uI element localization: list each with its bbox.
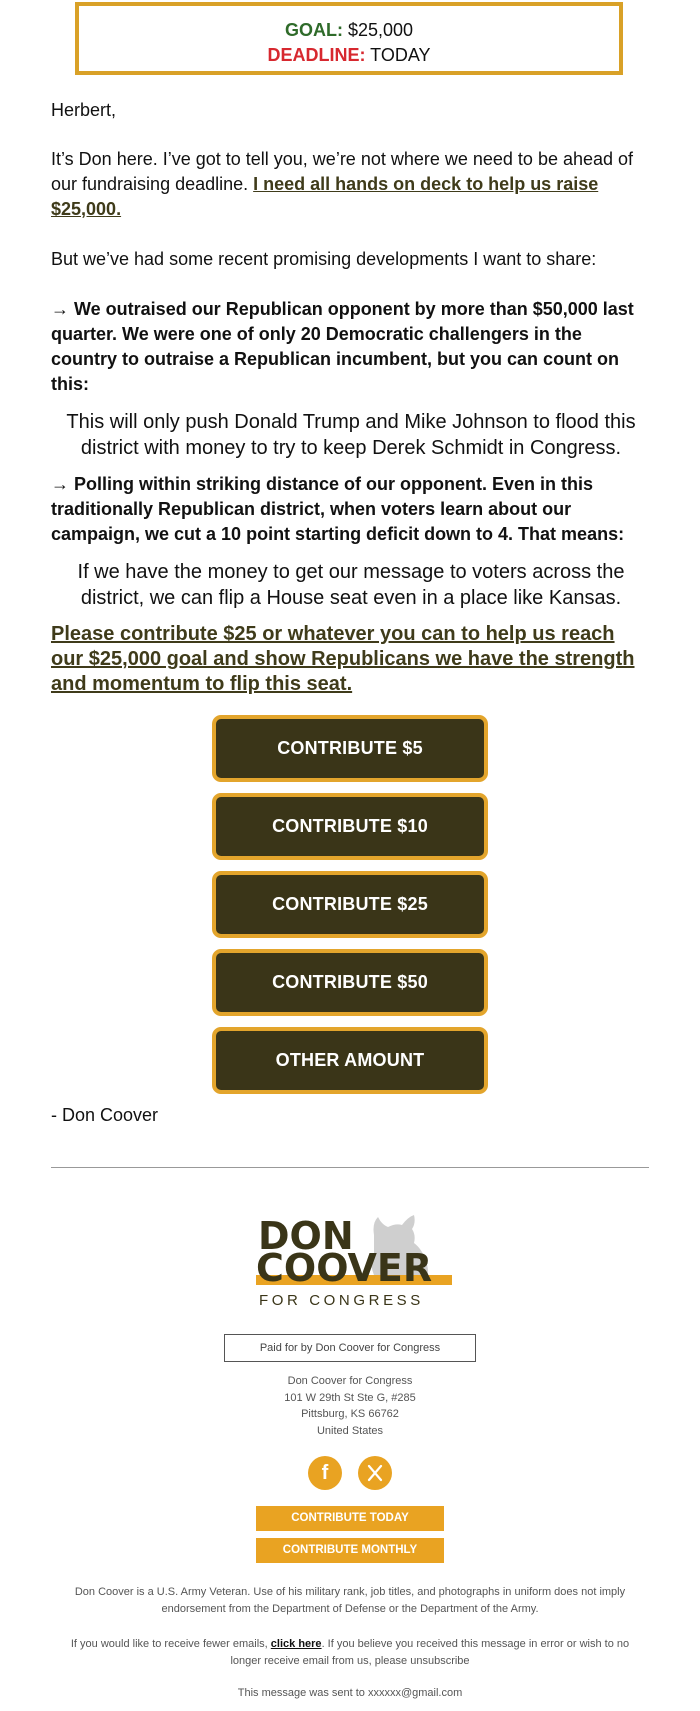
contribute-5-button[interactable]: CONTRIBUTE $5 [212,715,488,782]
logo-line-coover: COOVER [256,1246,433,1290]
intro-paragraph [51,147,651,222]
veteran-disclaimer: Don Coover is a U.S. Army Veteran. Use of his military rank, job titles, and photographs in uniform does not imply endorsement from the Department of Defense or the Department of the Army. [74,1586,626,1615]
facebook-icon[interactable]: f [308,1456,342,1490]
quote-trump-johnson: This will only push Donald Trump and Mike Johnson to flood this district with money to try to keep Derek Schmidt in Congress. [66,411,636,459]
click-here-link[interactable]: click here [270,1638,322,1650]
contribute-10-button[interactable]: CONTRIBUTE $10 [212,793,488,860]
x-twitter-icon[interactable] [358,1456,392,1490]
greeting: Herbert, [51,100,117,120]
other-amount-button[interactable]: OTHER AMOUNT [212,1027,488,1094]
contribute-25-button[interactable]: CONTRIBUTE $25 [212,871,488,938]
goal-label: GOAL: [284,20,343,40]
paid-for-notice: Paid for by Don Coover for Congress [224,1334,476,1362]
contribute-monthly-button[interactable]: CONTRIBUTE MONTHLY [256,1538,444,1563]
campaign-logo [256,1205,452,1310]
deadline-line [79,43,619,68]
unsub-text-post: . If you believe you received this message in error or wish to no longer receive email from us, please unsubscribe [230,1638,630,1667]
intro-donate-link[interactable]: I need all hands on deck to help us raise $25,000. [51,174,599,219]
unsubscribe-notice [70,1636,630,1670]
address-line: Don Coover for Congress [287,1375,413,1387]
sent-to-notice: This message was sent to xxxxxx@gmail.com [237,1687,463,1699]
unsub-text-pre: If you would like to receive fewer emails, [70,1638,271,1650]
share-paragraph: But we’ve had some recent promising developments I want to share: [51,249,597,269]
goal-banner [75,2,623,75]
mailing-address [200,1373,500,1439]
deadline-value: TODAY [365,45,431,65]
contribute-50-button[interactable]: CONTRIBUTE $50 [212,949,488,1016]
goal-value: $25,000 [342,20,414,40]
logo-line-for-congress: FOR CONGRESS [259,1292,424,1309]
bullet-polling: → Polling within striking distance of our opponent. Even in this traditionally Republican district, when voters learn about our campaign, we cut a 10 point starting deficit down to 4. That means: [51,474,625,544]
logo-line-don: DON [258,1214,354,1258]
address-line: Pittsburg, KS 66762 [301,1408,399,1420]
intro-text: It’s Don here. I’ve got to tell you, we’re not where we need to be ahead of our fundraising deadline. [51,149,634,194]
bullet-fundraising: → We outraised our Republican opponent by more than $50,000 last quarter. We were one of only 20 Democratic challengers in the country to outraise a Republican incumbent, but you can count on this: [51,299,634,394]
email-body [51,98,651,697]
signoff: - Don Coover [51,1105,159,1125]
address-line: United States [316,1424,384,1437]
deadline-label: DEADLINE: [267,45,366,65]
contribute-today-button[interactable]: CONTRIBUTE TODAY [256,1506,444,1531]
quote-flip-seat: If we have the money to get our message to voters across the district, we can flip a House seat even in a place like Kansas. [77,561,625,609]
address-line: 101 W 29th St Ste G, #285 [284,1391,416,1404]
contribute-buttons [212,715,488,1105]
contribute-cta-link[interactable]: Please contribute $25 or whatever you can to help us reach our $25,000 goal and show Republicans we have the strength and momentum to flip this seat. [51,623,635,695]
goal-line [79,18,619,43]
divider [51,1167,649,1168]
